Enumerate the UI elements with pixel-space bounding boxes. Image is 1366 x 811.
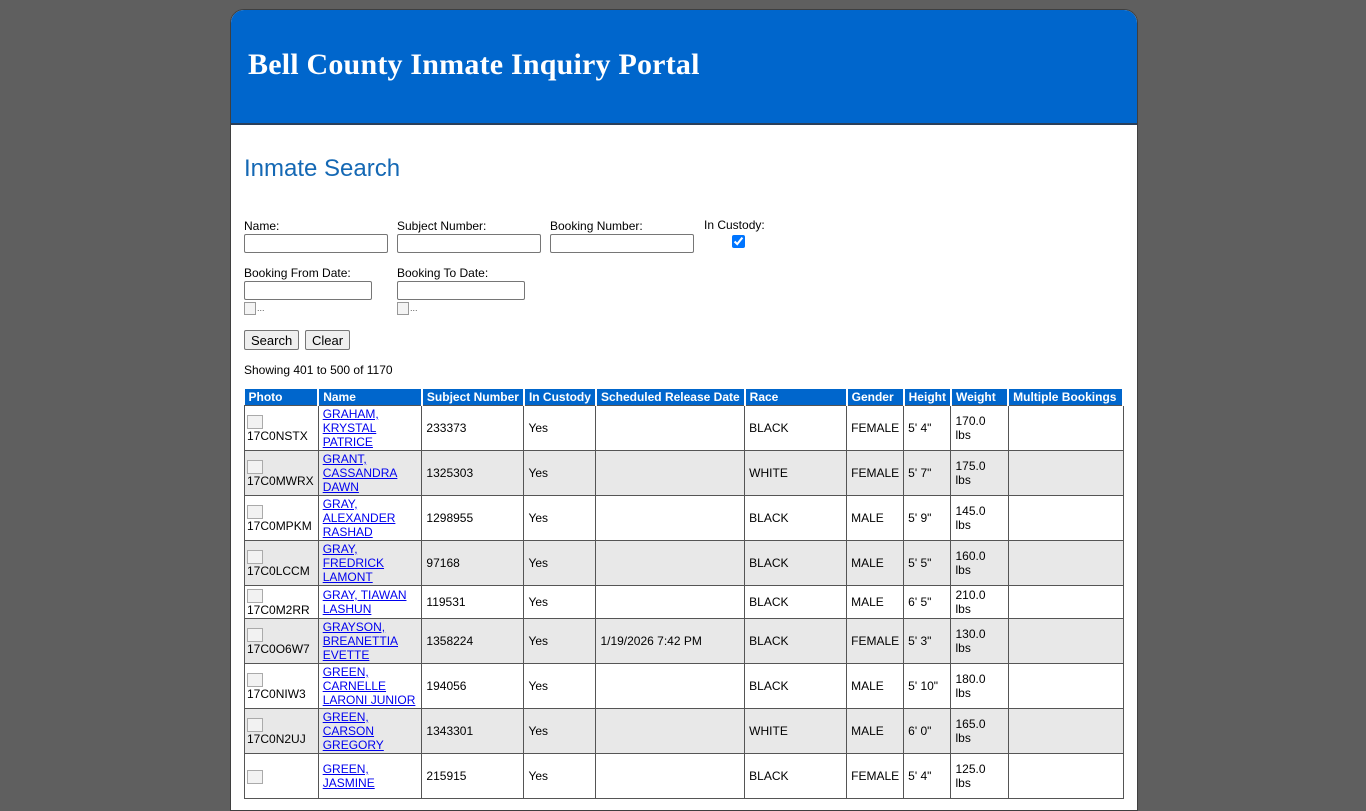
gender-cell [847, 496, 904, 541]
gender-value: MALE [851, 679, 884, 693]
height-value: 5' 3" [908, 634, 932, 648]
booking-field-group [550, 219, 694, 253]
table-row [245, 586, 1124, 619]
in-custody-checkbox[interactable] [732, 235, 745, 248]
site-title: Bell County Inmate Inquiry Portal [248, 48, 700, 81]
photo-broken-image-icon [247, 460, 263, 474]
page-title: Inmate Search [244, 155, 401, 182]
height-cell [904, 541, 951, 586]
release-date-value: 1/19/2026 7:42 PM [600, 634, 702, 648]
height-cell [904, 451, 951, 496]
photo-alt-text: 17C0MWRX [247, 474, 314, 488]
race-value: BLACK [749, 556, 789, 570]
race-value: BLACK [749, 634, 789, 648]
height-cell [904, 709, 951, 754]
weight-value: 145.0 lbs [955, 504, 986, 532]
column-header: Photo [245, 389, 319, 406]
name-cell [318, 406, 422, 451]
race-value: BLACK [749, 421, 789, 435]
photo-cell [245, 541, 319, 586]
column-header: Subject Number [422, 389, 524, 406]
weight-cell [951, 754, 1008, 799]
inmate-name-link[interactable]: GREEN, CARSON GREGORY [322, 710, 384, 752]
subject-number-value: 215915 [426, 769, 467, 783]
race-value: BLACK [749, 595, 789, 609]
table-row [245, 451, 1124, 496]
race-value: BLACK [749, 769, 789, 783]
booking-to-date-label: Booking To Date: [397, 266, 489, 280]
name-label: Name: [244, 219, 280, 233]
gender-cell [847, 664, 904, 709]
subject-number-value: 1358224 [426, 634, 474, 648]
photo-alt-text: 17C0LCCM [247, 564, 310, 578]
photo-cell [245, 754, 319, 799]
name-cell [318, 451, 422, 496]
search-button[interactable]: Search [244, 330, 299, 350]
inmate-name-link[interactable]: GRANT, CASSANDRA DAWN [322, 452, 398, 494]
calendar-alt-text: ... [410, 303, 418, 313]
subject-number-cell [422, 619, 524, 664]
release-date-cell [596, 709, 745, 754]
in-custody-value: Yes [528, 679, 549, 693]
release-date-cell [596, 586, 745, 619]
table-row [245, 541, 1124, 586]
release-date-cell [596, 496, 745, 541]
table-row [245, 709, 1124, 754]
calendar-icon[interactable] [244, 301, 265, 315]
table-body [245, 406, 1124, 799]
photo-alt-text: 17C0N2UJ [247, 732, 306, 746]
table-row [245, 496, 1124, 541]
weight-value: 125.0 lbs [955, 762, 986, 790]
gender-value: MALE [851, 724, 884, 738]
inmate-name-link[interactable]: GREEN, JASMINE [322, 762, 375, 790]
in-custody-value: Yes [528, 556, 549, 570]
photo-cell [245, 451, 319, 496]
weight-value: 170.0 lbs [955, 414, 986, 442]
photo-cell [245, 664, 319, 709]
to-date-group [397, 266, 525, 315]
photo-alt-text: 17C0NSTX [247, 429, 308, 443]
inmate-name-link[interactable]: GRAY, FREDRICK LAMONT [322, 542, 385, 584]
in-custody-value: Yes [528, 634, 549, 648]
column-header: In Custody [524, 389, 596, 406]
in-custody-value: Yes [528, 595, 549, 609]
multiple-bookings-cell [1008, 709, 1123, 754]
from-date-group [244, 266, 372, 315]
height-value: 5' 10" [908, 679, 939, 693]
inmate-name-link[interactable]: GRAY, ALEXANDER RASHAD [322, 497, 396, 539]
race-cell [745, 586, 847, 619]
name-cell [318, 496, 422, 541]
gender-cell [847, 406, 904, 451]
page-frame [230, 9, 1138, 811]
weight-value: 130.0 lbs [955, 627, 986, 655]
height-cell [904, 496, 951, 541]
photo-cell [245, 586, 319, 619]
inmate-name-link[interactable]: GREEN, CARNELLE LARONI JUNIOR [322, 665, 416, 707]
gender-value: FEMALE [851, 769, 900, 783]
subject-number-value: 1343301 [426, 724, 474, 738]
multiple-bookings-cell [1008, 496, 1123, 541]
height-cell [904, 406, 951, 451]
name-cell [318, 754, 422, 799]
release-date-cell [596, 664, 745, 709]
race-cell [745, 754, 847, 799]
photo-cell [245, 619, 319, 664]
subject-number-cell [422, 541, 524, 586]
photo-cell [245, 406, 319, 451]
gender-value: FEMALE [851, 421, 900, 435]
multiple-bookings-cell [1008, 619, 1123, 664]
height-value: 5' 5" [908, 556, 932, 570]
in-custody-value: Yes [528, 421, 549, 435]
gender-value: FEMALE [851, 634, 900, 648]
photo-broken-image-icon [247, 415, 263, 429]
subject-number-cell [422, 664, 524, 709]
weight-cell [951, 541, 1008, 586]
height-value: 5' 4" [908, 769, 932, 783]
subject-number-cell [422, 406, 524, 451]
weight-cell [951, 451, 1008, 496]
in-custody-value: Yes [528, 511, 549, 525]
subject-number-value: 97168 [426, 556, 460, 570]
weight-cell [951, 664, 1008, 709]
results-table [244, 389, 1124, 799]
gender-value: MALE [851, 556, 884, 570]
race-cell [745, 619, 847, 664]
weight-value: 175.0 lbs [955, 459, 986, 487]
race-cell [745, 709, 847, 754]
multiple-bookings-cell [1008, 451, 1123, 496]
table-row [245, 619, 1124, 664]
height-cell [904, 586, 951, 619]
release-date-cell [596, 451, 745, 496]
calendar-icon[interactable] [397, 301, 418, 315]
gender-cell [847, 586, 904, 619]
race-cell [745, 664, 847, 709]
inmate-name-link[interactable]: GRAHAM, KRYSTAL PATRICE [322, 407, 379, 449]
race-value: BLACK [749, 679, 789, 693]
name-input[interactable] [244, 234, 388, 253]
column-header: Multiple Bookings [1008, 389, 1123, 406]
race-cell [745, 541, 847, 586]
multiple-bookings-cell [1008, 754, 1123, 799]
height-value: 5' 9" [908, 511, 932, 525]
in-custody-cell [524, 451, 596, 496]
name-cell [318, 619, 422, 664]
race-cell [745, 496, 847, 541]
column-header: Scheduled Release Date [596, 389, 745, 406]
multiple-bookings-cell [1008, 541, 1123, 586]
table-row [245, 406, 1124, 451]
weight-cell [951, 709, 1008, 754]
booking-number-label: Booking Number: [550, 219, 643, 233]
gender-cell [847, 619, 904, 664]
height-value: 6' 5" [908, 595, 932, 609]
photo-cell [245, 496, 319, 541]
name-field-group [244, 219, 388, 253]
release-date-cell [596, 754, 745, 799]
gender-cell [847, 754, 904, 799]
calendar-alt-text: ... [257, 303, 265, 313]
booking-number-input[interactable] [550, 234, 694, 253]
photo-cell [245, 709, 319, 754]
photo-alt-text: 17C0O6W7 [247, 642, 310, 656]
in-custody-cell [524, 496, 596, 541]
column-header: Name [318, 389, 422, 406]
subject-number-value: 119531 [426, 595, 466, 609]
name-cell [318, 664, 422, 709]
weight-cell [951, 406, 1008, 451]
clear-button[interactable]: Clear [305, 330, 350, 350]
height-value: 5' 7" [908, 466, 932, 480]
photo-broken-image-icon [247, 505, 263, 519]
booking-to-date-input[interactable] [397, 281, 525, 300]
gender-value: MALE [851, 595, 884, 609]
release-date-cell [596, 541, 745, 586]
inmate-name-link[interactable]: GRAY, TIAWAN LASHUN [322, 588, 407, 616]
column-header: Gender [847, 389, 904, 406]
photo-alt-text: 17C0MPKM [247, 519, 312, 533]
subject-number-value: 194056 [426, 679, 467, 693]
weight-value: 160.0 lbs [955, 549, 986, 577]
subject-number-cell [422, 496, 524, 541]
subject-number-cell [422, 754, 524, 799]
photo-broken-image-icon [247, 628, 263, 642]
subject-number-value: 233373 [426, 421, 467, 435]
weight-cell [951, 496, 1008, 541]
booking-from-date-input[interactable] [244, 281, 372, 300]
gender-cell [847, 709, 904, 754]
gender-cell [847, 451, 904, 496]
table-header-row [245, 389, 1124, 406]
column-header: Height [904, 389, 951, 406]
photo-broken-image-icon [247, 589, 263, 603]
gender-value: FEMALE [851, 466, 900, 480]
release-date-cell [596, 619, 745, 664]
height-cell [904, 754, 951, 799]
subject-field-group [397, 219, 541, 253]
subject-number-value: 1325303 [426, 466, 474, 480]
column-header: Weight [951, 389, 1008, 406]
name-cell [318, 586, 422, 619]
weight-value: 180.0 lbs [955, 672, 986, 700]
in-custody-cell [524, 406, 596, 451]
weight-value: 165.0 lbs [955, 717, 986, 745]
race-cell [745, 451, 847, 496]
in-custody-value: Yes [528, 769, 549, 783]
height-value: 6' 0" [908, 724, 932, 738]
gender-cell [847, 541, 904, 586]
weight-cell [951, 586, 1008, 619]
gender-value: MALE [851, 511, 884, 525]
photo-broken-image-icon [247, 673, 263, 687]
release-date-cell [596, 406, 745, 451]
subject-number-value: 1298955 [426, 511, 474, 525]
height-value: 5' 4" [908, 421, 932, 435]
name-cell [318, 709, 422, 754]
multiple-bookings-cell [1008, 664, 1123, 709]
results-summary: Showing 401 to 500 of 1170 [244, 363, 393, 377]
race-value: WHITE [749, 466, 788, 480]
photo-alt-text: 17C0M2RR [247, 603, 310, 617]
in-custody-cell [524, 541, 596, 586]
photo-broken-image-icon [247, 550, 263, 564]
photo-alt-text: 17C0NIW3 [247, 687, 306, 701]
in-custody-cell [524, 586, 596, 619]
booking-from-date-label: Booking From Date: [244, 266, 351, 280]
in-custody-value: Yes [528, 466, 549, 480]
multiple-bookings-cell [1008, 406, 1123, 451]
height-cell [904, 664, 951, 709]
weight-value: 210.0 lbs [955, 588, 986, 616]
race-value: WHITE [749, 724, 788, 738]
race-value: BLACK [749, 511, 789, 525]
custody-field-group [704, 218, 774, 252]
height-cell [904, 619, 951, 664]
photo-broken-image-icon [247, 718, 263, 732]
subject-number-cell [422, 586, 524, 619]
in-custody-cell [524, 709, 596, 754]
name-cell [318, 541, 422, 586]
header-banner [231, 10, 1137, 125]
race-cell [745, 406, 847, 451]
subject-number-input[interactable] [397, 234, 541, 253]
table-row [245, 664, 1124, 709]
subject-number-label: Subject Number: [397, 219, 487, 233]
column-header: Race [745, 389, 847, 406]
table-row [245, 754, 1124, 799]
in-custody-cell [524, 619, 596, 664]
in-custody-label: In Custody: [704, 218, 765, 232]
in-custody-cell [524, 664, 596, 709]
inmate-name-link[interactable]: GRAYSON, BREANETTIA EVETTE [322, 620, 399, 662]
weight-cell [951, 619, 1008, 664]
multiple-bookings-cell [1008, 586, 1123, 619]
subject-number-cell [422, 451, 524, 496]
in-custody-value: Yes [528, 724, 549, 738]
in-custody-cell [524, 754, 596, 799]
subject-number-cell [422, 709, 524, 754]
photo-broken-image-icon [247, 770, 263, 784]
